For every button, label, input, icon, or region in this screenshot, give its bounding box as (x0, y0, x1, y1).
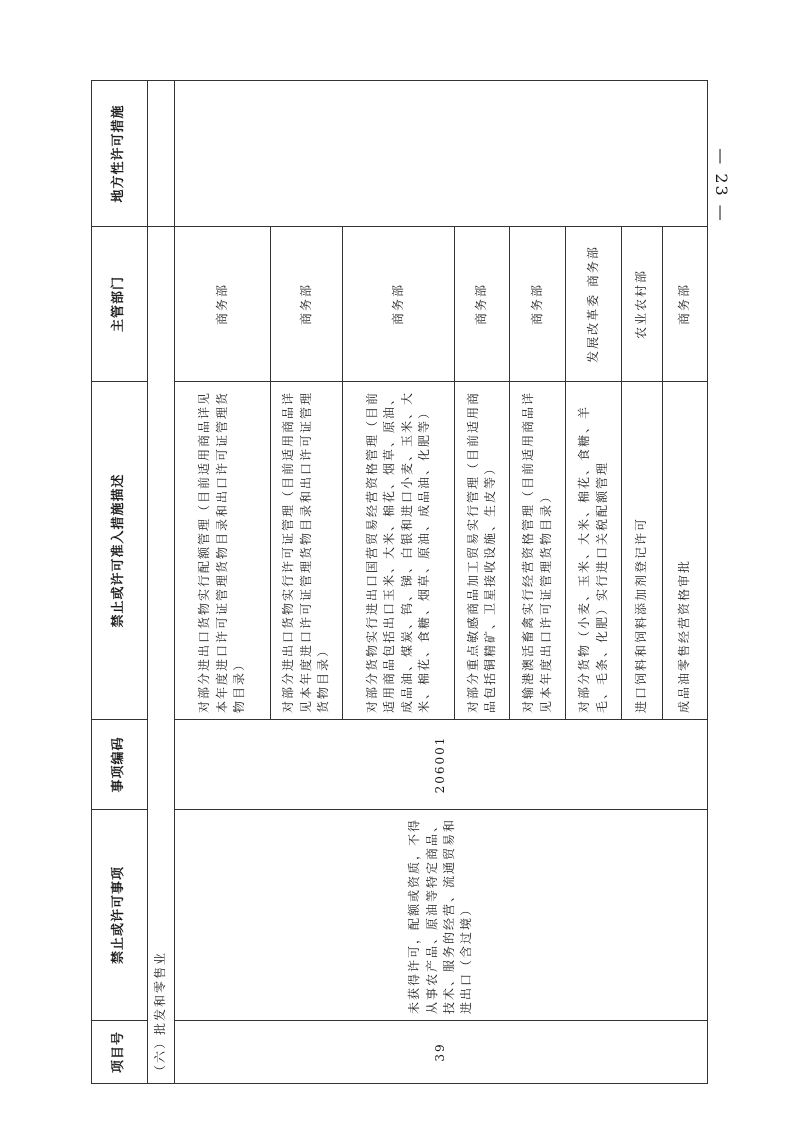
header-matter: 禁止或许可事项 (92, 810, 148, 1021)
item-number: 39 (175, 1021, 708, 1084)
section-row (148, 81, 175, 1084)
header-row (92, 81, 148, 1084)
measure-department: 发展改革委 商务部 (566, 227, 622, 382)
section-local-cell (148, 81, 175, 227)
measure-department: 商务部 (175, 227, 271, 382)
table-row (175, 81, 271, 1084)
header-local-measures: 地方性许可措施 (92, 81, 148, 227)
page-number-text: — 23 — (711, 147, 731, 223)
item-matter: 未获得许可，配额或资质，不得从事农产品、原油等特定商品、技术、服务的经营、流通贸易和进出口（含过境） (175, 810, 708, 1021)
measure-department: 商务部 (271, 227, 343, 382)
measure-description: 对部分货物（小麦、玉米、大米、棉花、食糖、羊毛、毛条、化肥）实行进口关税配额管理 (566, 382, 622, 720)
header-item-number: 项目号 (92, 1021, 148, 1084)
measure-description: 进口饲料和饲料添加剂登记许可 (622, 382, 663, 720)
rotated-page (91, 81, 690, 1084)
header-code: 事项编码 (92, 720, 148, 810)
measure-description: 对部分重点敏感商品加工贸易实行管理（目前适用商品包括铜精矿、卫星接收设施、生皮等） (455, 382, 510, 720)
measure-description: 对部分货物实行进出口国营贸易经营资格管理（目前适用商品包括出口玉米、大米、棉花、烟草、原油、成品油、煤炭、钨、锑、白银和进口小麦、玉米、大米、棉花、食糖、烟草、原油、成品油、化肥等） (343, 382, 455, 720)
measure-description: 成品油零售经营资格审批 (663, 382, 708, 720)
measure-department: 商务部 (455, 227, 510, 382)
measure-department: 商务部 (343, 227, 455, 382)
permit-table (91, 80, 708, 1084)
header-department: 主管部门 (92, 227, 148, 382)
measure-department: 商务部 (510, 227, 566, 382)
local-measures-cell (175, 81, 708, 227)
measure-department: 商务部 (663, 227, 708, 382)
measure-description: 对部分进出口货物实行许可证管理（目前适用商品详见本年度进口许可证管理货物目录和出口许可证管理货物目录） (271, 382, 343, 720)
measure-description: 对部分进出口货物实行配额管理（目前适用商品详见本年度进口许可证管理货物目录和出口许可证管理货物目录） (175, 382, 271, 720)
page-number (706, 145, 736, 225)
header-description: 禁止或许可准入措施描述 (92, 382, 148, 720)
measure-description: 对输港澳活畜禽实行经营资格管理（目前适用商品详见本年度出口许可证管理货物目录） (510, 382, 566, 720)
section-title: （六）批发和零售业 (148, 227, 175, 1084)
item-code: 206001 (175, 720, 708, 810)
measure-department: 农业农村部 (622, 227, 663, 382)
